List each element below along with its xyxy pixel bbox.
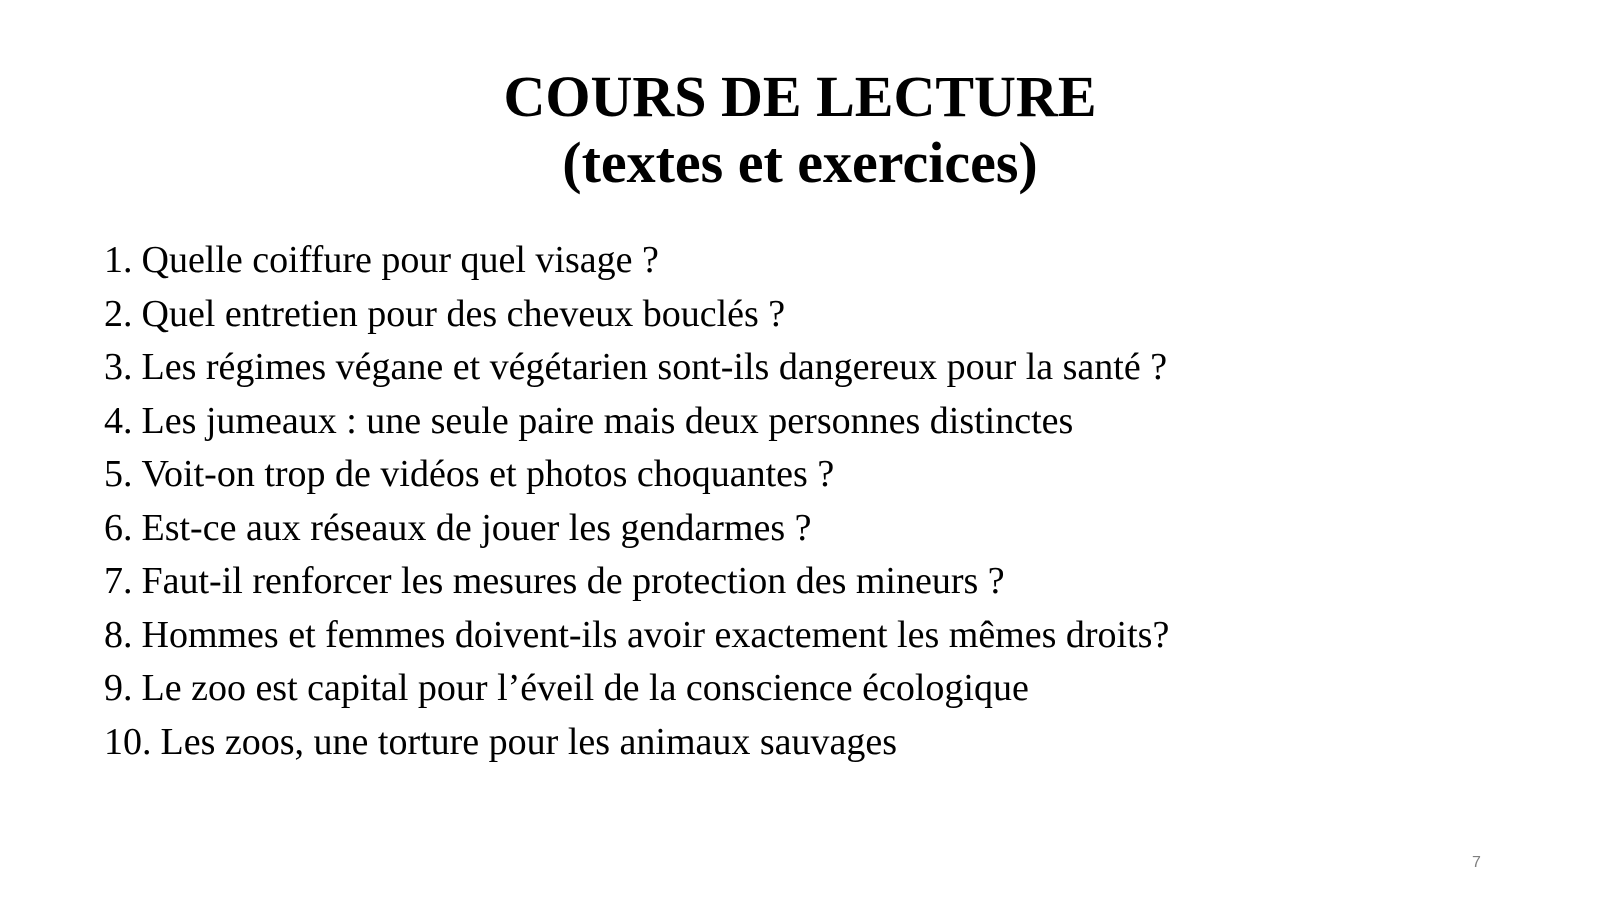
list-item (104, 288, 1524, 342)
item-number: 1. (104, 239, 133, 281)
item-text: Les régimes végane et végétarien sont-ils dangereux pour la santé ? (141, 346, 1168, 388)
list-item (104, 609, 1524, 663)
item-text: Quel entretien pour des cheveux bouclés ? (141, 292, 786, 335)
item-number: 10. (104, 720, 152, 763)
list-item (104, 234, 1524, 288)
list-item (104, 662, 1524, 716)
item-number: 7. (104, 560, 133, 602)
list-item (104, 448, 1524, 502)
topic-list (104, 234, 1524, 769)
item-number: 5. (104, 453, 133, 495)
item-number: 3. (104, 346, 133, 388)
item-text: Voit-on trop de vidéos et photos choquantes ? (141, 453, 835, 495)
list-item (104, 502, 1524, 556)
item-text: Est-ce aux réseaux de jouer les gendarmes ? (141, 506, 812, 549)
list-item (104, 555, 1524, 609)
title-line-2: (textes et exercices) (562, 130, 1038, 195)
item-text: Faut-il renforcer les mesures de protection des mineurs ? (141, 560, 1005, 602)
page-number: 7 (1472, 854, 1481, 871)
item-text: Les jumeaux : une seule paire mais deux personnes distinctes (141, 399, 1074, 442)
item-number: 8. (104, 613, 133, 656)
list-item (104, 395, 1524, 449)
item-text: Quelle coiffure pour quel visage ? (141, 239, 659, 281)
item-number: 9. (104, 667, 133, 709)
list-item (104, 341, 1524, 395)
item-number: 6. (104, 506, 133, 549)
item-text: Le zoo est capital pour l’éveil de la conscience écologique (141, 667, 1029, 709)
item-text: Les zoos, une torture pour les animaux sauvages (160, 720, 898, 763)
list-item (104, 716, 1524, 770)
item-number: 4. (104, 399, 133, 442)
slide-title (0, 64, 1600, 196)
item-number: 2. (104, 292, 133, 335)
item-text: Hommes et femmes doivent-ils avoir exactement les mêmes droits? (141, 613, 1170, 656)
title-line-1: COURS DE LECTURE (503, 64, 1097, 129)
